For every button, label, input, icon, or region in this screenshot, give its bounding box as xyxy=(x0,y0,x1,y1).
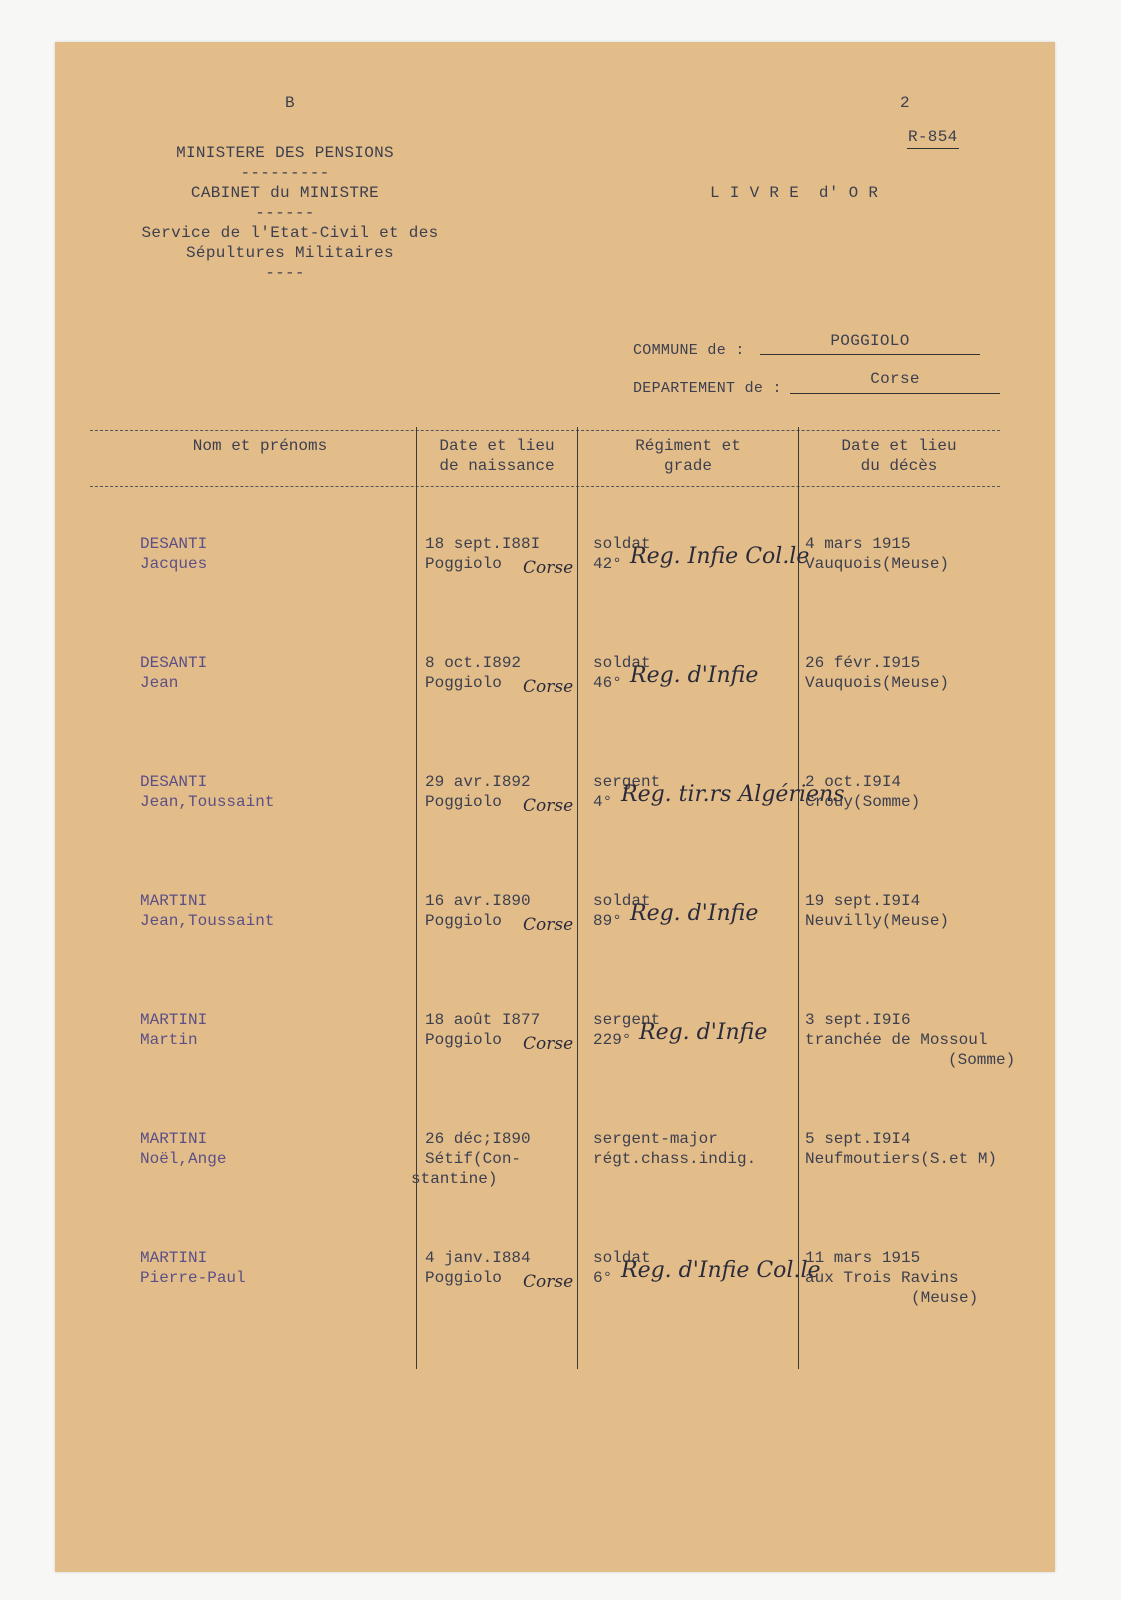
death-place-continued: (Somme) xyxy=(948,1051,1016,1069)
grade: sergent-major xyxy=(593,1130,718,1148)
surname: MARTINI xyxy=(140,1249,208,1267)
column-header-death-line2: du décès xyxy=(860,457,938,475)
birth-date: 16 avr.I890 xyxy=(425,892,531,910)
death-place: Crouy(Somme) xyxy=(805,793,921,811)
regiment-number: 229° xyxy=(593,1031,632,1049)
birth-place: Poggiolo xyxy=(425,793,502,811)
regiment-number: 4° xyxy=(593,793,613,811)
separator: ---- xyxy=(265,264,305,282)
death-place: Vauquois(Meuse) xyxy=(805,555,950,573)
regiment-handwritten: Reg. d'Infie Col.le xyxy=(621,1258,821,1283)
column-header-death: Date et lieu xyxy=(841,437,957,455)
regiment-number: 46° xyxy=(593,674,622,692)
birth-place-handwritten: Corse xyxy=(523,558,574,578)
commune-label: COMMUNE de : xyxy=(633,342,745,359)
regiment-handwritten: Reg. Infie Col.le xyxy=(630,544,810,569)
surname: MARTINI xyxy=(140,1130,208,1148)
birth-place-handwritten: Corse xyxy=(523,915,574,935)
death-place: Vauquois(Meuse) xyxy=(805,674,950,692)
grade: sergent xyxy=(593,1011,661,1029)
given-name: Martin xyxy=(140,1031,198,1049)
given-name: Noël,Ange xyxy=(140,1150,227,1168)
column-divider xyxy=(416,427,417,1369)
reference-underline xyxy=(907,148,959,149)
series-letter: B xyxy=(285,94,295,112)
death-date: 5 sept.I9I4 xyxy=(805,1130,911,1148)
birth-place-handwritten: Corse xyxy=(523,1272,574,1292)
given-name: Pierre-Paul xyxy=(140,1269,246,1287)
birth-place-handwritten: Corse xyxy=(523,1034,574,1054)
surname: DESANTI xyxy=(140,773,208,791)
service-name-line2: Sépultures Militaires xyxy=(186,244,394,262)
birth-date: 8 oct.I892 xyxy=(425,654,522,672)
regiment-number: 89° xyxy=(593,912,622,930)
departement-label: DEPARTEMENT de : xyxy=(633,380,782,397)
surname: MARTINI xyxy=(140,892,208,910)
regiment-number: régt.chass.indig. xyxy=(593,1150,757,1168)
surname: DESANTI xyxy=(140,535,208,553)
reference-number: R-854 xyxy=(908,128,958,146)
service-name: Service de l'Etat-Civil et des xyxy=(141,224,439,242)
birth-date: 4 janv.I884 xyxy=(425,1249,531,1267)
cabinet-name: CABINET du MINISTRE xyxy=(190,184,380,202)
separator: --------- xyxy=(240,164,330,182)
regiment-handwritten: Reg. d'Infie xyxy=(630,663,759,688)
column-divider xyxy=(577,427,578,1369)
column-header-birth-line2: de naissance xyxy=(439,457,555,475)
birth-date: 18 août I877 xyxy=(425,1011,541,1029)
death-date: 26 févr.I915 xyxy=(805,654,921,672)
birth-place: Poggiolo xyxy=(425,1031,502,1049)
surname: DESANTI xyxy=(140,654,208,672)
table-header-rule xyxy=(90,486,1000,487)
grade: soldat xyxy=(593,654,651,672)
surname: MARTINI xyxy=(140,1011,208,1029)
death-date: 2 oct.I9I4 xyxy=(805,773,902,791)
column-header-regiment: Régiment et xyxy=(635,437,741,455)
column-header-birth: Date et lieu xyxy=(439,437,555,455)
separator: ------ xyxy=(255,204,315,222)
death-place: Neufmoutiers(S.et M) xyxy=(805,1150,998,1168)
column-header-regiment-line2: grade xyxy=(663,457,712,475)
given-name: Jean xyxy=(140,674,179,692)
grade: sergent xyxy=(593,773,661,791)
birth-place: Poggiolo xyxy=(425,1269,502,1287)
document-title: L I V R E d' O R xyxy=(710,184,879,202)
death-place: aux Trois Ravins xyxy=(805,1269,959,1287)
given-name: Jean,Toussaint xyxy=(140,912,275,930)
birth-date: 18 sept.I88I xyxy=(425,535,541,553)
birth-place: Poggiolo xyxy=(425,912,502,930)
birth-place: Poggiolo xyxy=(425,674,502,692)
death-place: Neuvilly(Meuse) xyxy=(805,912,950,930)
departement-value: Corse xyxy=(870,370,920,388)
page-number: 2 xyxy=(900,94,910,112)
regiment-handwritten: Reg. tir.rs Algériens xyxy=(621,782,845,807)
commune-underline xyxy=(760,354,980,355)
birth-place: Poggiolo xyxy=(425,555,502,573)
document-sheet xyxy=(55,42,1055,1572)
death-date: 3 sept.I9I6 xyxy=(805,1011,911,1029)
regiment-number: 42° xyxy=(593,555,622,573)
grade: soldat xyxy=(593,892,651,910)
birth-place-handwritten: Corse xyxy=(523,796,574,816)
grade: soldat xyxy=(593,535,651,553)
given-name: Jacques xyxy=(140,555,208,573)
death-date: 19 sept.I9I4 xyxy=(805,892,921,910)
given-name: Jean,Toussaint xyxy=(140,793,275,811)
death-date: 11 mars 1915 xyxy=(805,1249,921,1267)
table-top-rule xyxy=(90,430,1000,431)
ministry-name: MINISTERE DES PENSIONS xyxy=(176,144,394,162)
birth-place: Sétif(Con- xyxy=(425,1150,522,1168)
birth-place-handwritten: Corse xyxy=(523,677,574,697)
death-place: tranchée de Mossoul xyxy=(805,1031,988,1049)
birth-date: 26 déc;I890 xyxy=(425,1130,531,1148)
commune-value: POGGIOLO xyxy=(830,332,910,350)
regiment-handwritten: Reg. d'Infie xyxy=(630,901,759,926)
regiment-number: 6° xyxy=(593,1269,613,1287)
birth-place-continued: stantine) xyxy=(411,1170,498,1188)
birth-date: 29 avr.I892 xyxy=(425,773,531,791)
regiment-handwritten: Reg. d'Infie xyxy=(639,1020,768,1045)
death-place-continued: (Meuse) xyxy=(911,1289,979,1307)
departement-underline xyxy=(790,393,1000,394)
death-date: 4 mars 1915 xyxy=(805,535,911,553)
column-header-name: Nom et prénoms xyxy=(192,437,328,455)
grade: soldat xyxy=(593,1249,651,1267)
